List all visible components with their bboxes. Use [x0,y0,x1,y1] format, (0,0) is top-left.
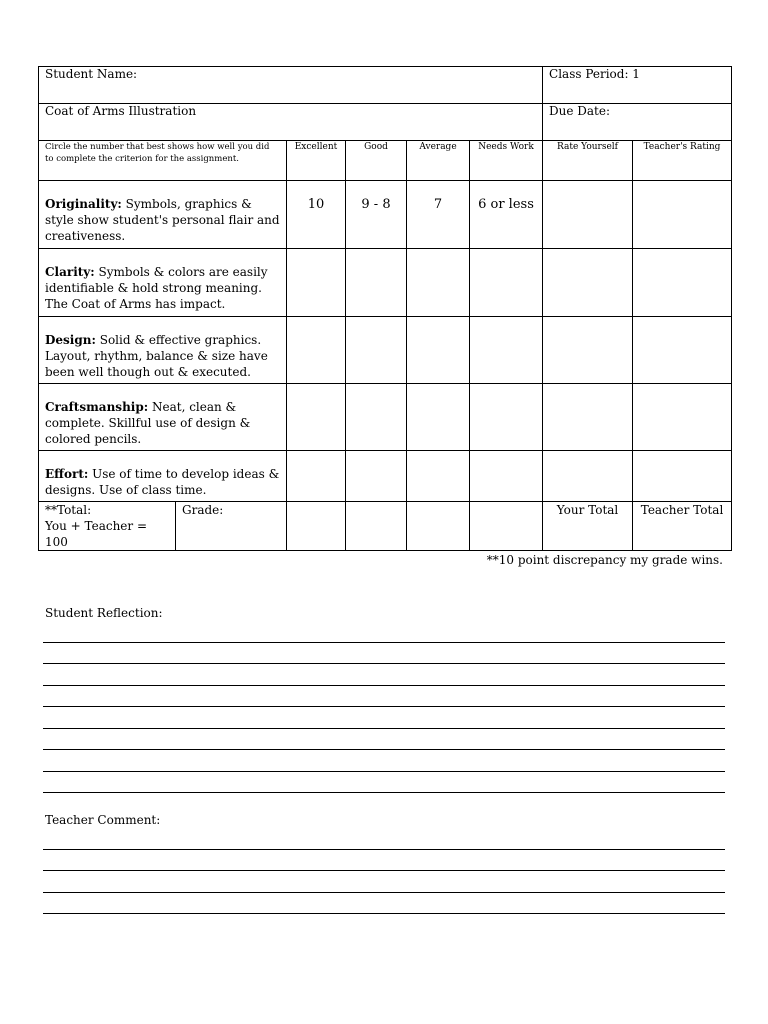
writing-line[interactable] [43,771,725,772]
writing-line[interactable] [43,892,725,893]
grade-label: Grade: [182,503,224,517]
score-needs-work[interactable] [470,317,543,384]
rate-yourself-cell[interactable] [543,384,633,451]
criterion-name: Originality: [45,197,122,211]
your-total-cell[interactable] [543,502,633,551]
rate-yourself-cell[interactable] [543,181,633,249]
rubric-table [38,66,732,551]
total-label: **Total: [45,503,92,517]
teacher-rating-cell[interactable] [633,384,732,451]
teacher-total-cell[interactable] [633,502,732,551]
score-excellent[interactable] [287,249,346,317]
writing-line[interactable] [43,685,725,686]
total-blank-cell [470,502,543,551]
writing-line[interactable] [43,849,725,850]
criterion-text: Use of time to develop ideas & designs. Use of class time. [45,467,280,497]
score-good[interactable]: 9 - 8 [346,181,407,249]
discrepancy-note: **10 point discrepancy my grade wins. [486,553,723,567]
score-needs-work[interactable]: 6 or less [470,181,543,249]
writing-line[interactable] [43,728,725,729]
score-good[interactable] [346,451,407,502]
instructions: Circle the number that best shows how well you did to complete the criterion for the assignment. [39,141,287,181]
student-name-label: Student Name: [45,67,138,81]
score-good[interactable] [346,384,407,451]
total-blank-cell [287,502,346,551]
score-good[interactable] [346,317,407,384]
total-label-cell [39,502,176,551]
writing-line[interactable] [43,706,725,707]
student-name-cell[interactable] [39,67,543,104]
score-average[interactable]: 7 [407,181,470,249]
rate-yourself-cell[interactable] [543,317,633,384]
total-blank-cell [407,502,470,551]
due-date-label: Due Date: [549,104,611,118]
criterion-row-design [39,317,732,384]
criterion-name: Craftsmanship: [45,400,149,414]
total-blank-cell [346,502,407,551]
rate-yourself-cell[interactable] [543,451,633,502]
total-formula: You + Teacher = 100 [45,519,147,549]
score-excellent[interactable]: 10 [287,181,346,249]
criterion-text: Symbols, graphics & style show student's personal flair and creativeness. [45,197,280,243]
rate-yourself-cell[interactable] [543,249,633,317]
writing-line[interactable] [43,913,725,914]
writing-line[interactable] [43,642,725,643]
col-header-teacher-rating: Teacher's Rating [633,141,732,181]
col-header-good: Good [346,141,407,181]
score-average[interactable] [407,451,470,502]
col-header-excellent: Excellent [287,141,346,181]
score-average[interactable] [407,249,470,317]
criterion-row-clarity [39,249,732,317]
teacher-comment-label: Teacher Comment: [45,813,161,827]
criterion-name: Effort: [45,467,89,481]
criterion-name: Clarity: [45,265,95,279]
assignment-title: Coat of Arms Illustration [45,104,197,118]
score-good[interactable] [346,249,407,317]
criterion-text: Neat, clean & complete. Skillful use of design & colored pencils. [45,400,251,446]
criterion-text: Solid & effective graphics. Layout, rhythm, balance & size have been well though out & executed. [45,333,268,379]
grade-cell[interactable] [176,502,287,551]
score-needs-work[interactable] [470,384,543,451]
total-row [39,502,732,551]
criterion-row-effort [39,451,732,502]
criterion-row-craftsmanship [39,384,732,451]
criterion-description [39,451,287,502]
criterion-name: Design: [45,333,96,347]
assignment-title-cell [39,104,543,141]
teacher-total-label: Teacher Total [640,503,724,517]
teacher-rating-cell[interactable] [633,249,732,317]
score-average[interactable] [407,384,470,451]
score-excellent[interactable] [287,451,346,502]
writing-line[interactable] [43,749,725,750]
due-date-cell[interactable] [543,104,732,141]
criterion-description [39,317,287,384]
teacher-rating-cell[interactable] [633,181,732,249]
col-header-average: Average [407,141,470,181]
score-average[interactable] [407,317,470,384]
col-header-needs-work: Needs Work [470,141,543,181]
criterion-description [39,249,287,317]
criterion-description [39,384,287,451]
writing-line[interactable] [43,792,725,793]
col-header-rate-yourself: Rate Yourself [543,141,633,181]
score-excellent[interactable] [287,317,346,384]
writing-line[interactable] [43,870,725,871]
teacher-rating-cell[interactable] [633,317,732,384]
student-reflection-label: Student Reflection: [45,606,163,620]
score-needs-work[interactable] [470,249,543,317]
score-excellent[interactable] [287,384,346,451]
class-period-cell [543,67,732,104]
criterion-row-originality [39,181,732,249]
criterion-text: Symbols & colors are easily identifiable & hold strong meaning. The Coat of Arms has impact. [45,265,268,311]
writing-line[interactable] [43,663,725,664]
teacher-rating-cell[interactable] [633,451,732,502]
criterion-description [39,181,287,249]
class-period-label: Class Period: 1 [549,67,640,81]
your-total-label: Your Total [556,503,619,517]
score-needs-work[interactable] [470,451,543,502]
